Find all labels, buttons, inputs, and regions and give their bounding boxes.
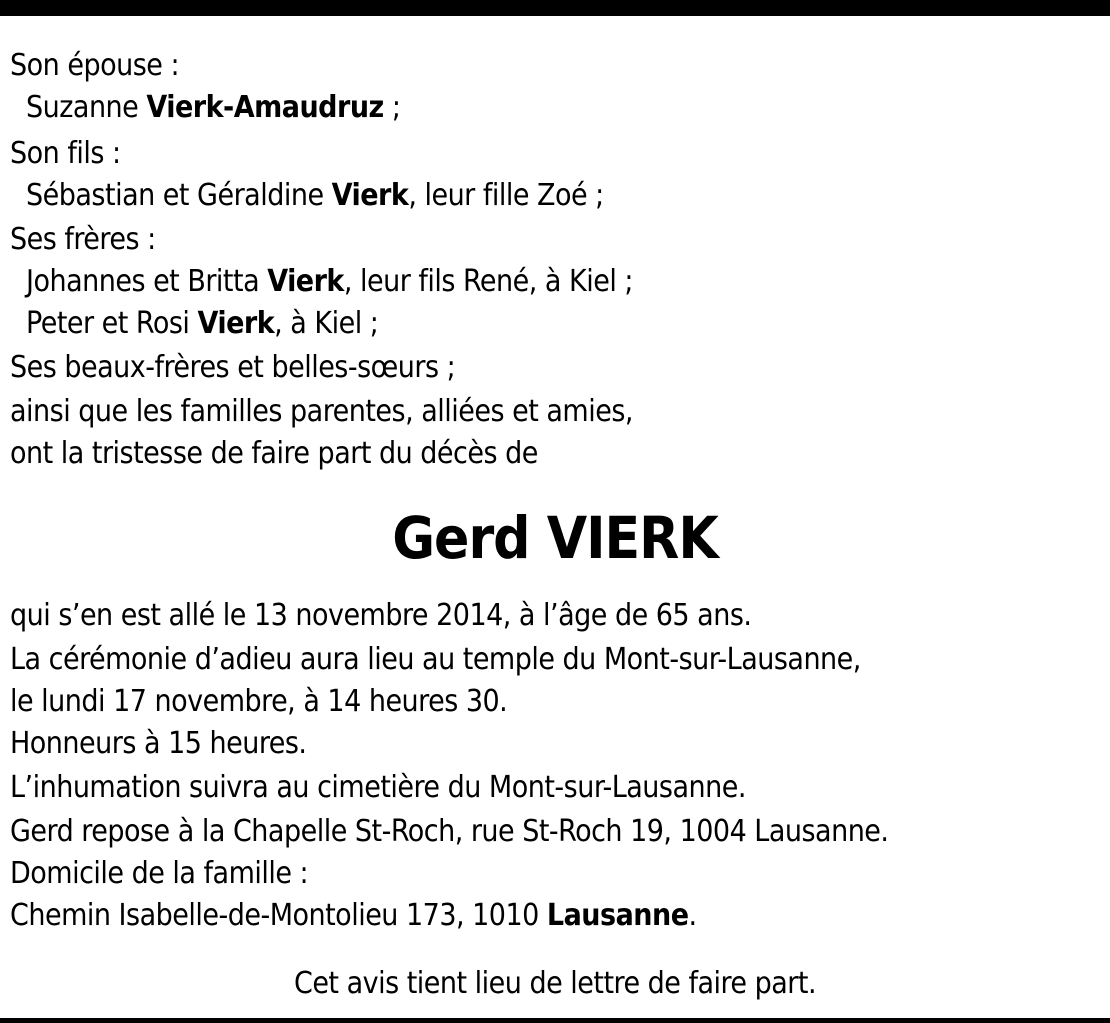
brother1-surname: Vierk xyxy=(267,264,344,299)
spouse-surname: Vierk-Amaudruz xyxy=(146,90,384,125)
spouse-line: Suzanne Vierk-Amaudruz ; xyxy=(26,90,401,125)
ceremony-line: La cérémonie d’adieu aura lieu au temple du Mont-sur-Lausanne, xyxy=(10,642,861,677)
home-heading: Domicile de la famille : xyxy=(10,856,309,891)
burial-line: L’inhumation suivra au cimetière du Mont-sur-Lausanne. xyxy=(10,770,746,805)
brother2-line: Peter et Rosi Vierk, à Kiel ; xyxy=(26,306,379,341)
ceremony-date-line: le lundi 17 novembre, à 14 heures 30. xyxy=(10,684,508,719)
brothers-heading: Ses frères : xyxy=(10,222,156,257)
son-heading: Son fils : xyxy=(10,136,121,171)
rest-line: Gerd repose à la Chapelle St-Roch, rue St-Roch 19, 1004 Lausanne. xyxy=(10,814,889,849)
relatives-line: ainsi que les familles parentes, alliées et amies, xyxy=(10,394,633,429)
honours-line: Honneurs à 15 heures. xyxy=(10,726,307,761)
top-border xyxy=(0,0,1110,16)
son-surname: Vierk xyxy=(331,178,409,213)
announcement-line: ont la tristesse de faire part du décès de xyxy=(10,436,538,471)
brother1-line: Johannes et Britta Vierk, leur fils René, à Kiel ; xyxy=(26,264,633,299)
inlaws-line: Ses beaux-frères et belles-sœurs ; xyxy=(10,350,456,385)
home-address-line: Chemin Isabelle-de-Montolieu 173, 1010 Lausanne. xyxy=(10,898,697,933)
home-city: Lausanne xyxy=(546,898,689,933)
brother2-surname: Vierk xyxy=(197,306,275,341)
bottom-border xyxy=(0,1018,1110,1023)
son-line: Sébastian et Géraldine Vierk, leur fille Zoé ; xyxy=(26,178,604,213)
deceased-name: Gerd VIERK xyxy=(392,504,718,572)
closing-note: Cet avis tient lieu de lettre de faire part. xyxy=(293,966,817,1001)
spouse-heading: Son épouse : xyxy=(10,48,180,83)
death-line: qui s’en est allé le 13 novembre 2014, à l’âge de 65 ans. xyxy=(10,598,752,633)
